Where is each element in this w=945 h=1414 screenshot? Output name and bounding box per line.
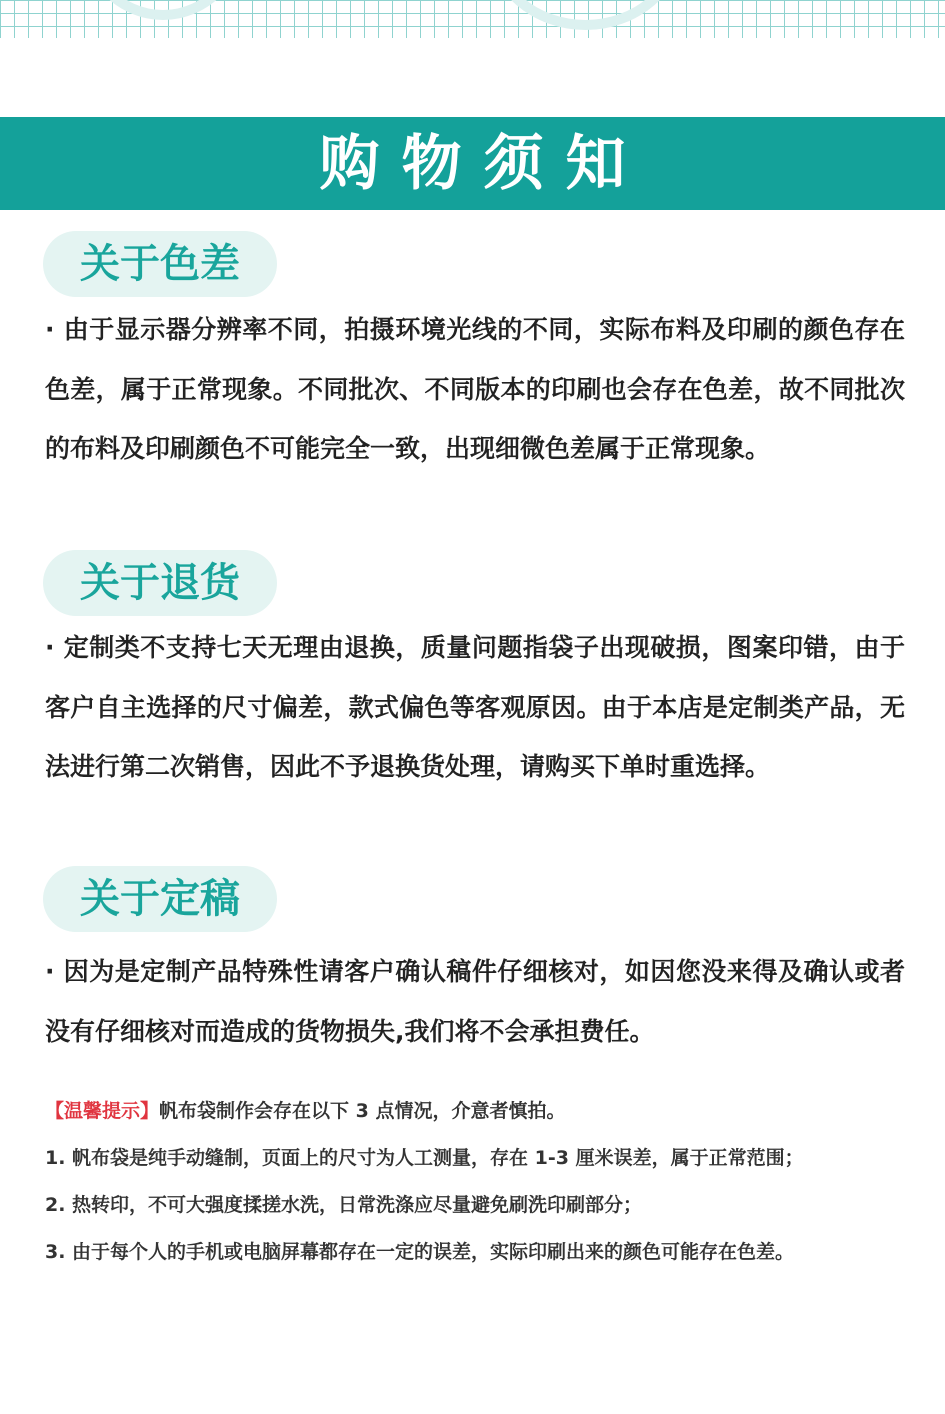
tips-tag: 【温馨提示】 xyxy=(45,1100,160,1122)
section-heading-draft-confirmation xyxy=(43,866,277,932)
warm-tips xyxy=(45,1088,905,1276)
circle-decoration-left xyxy=(78,0,248,20)
section-body-returns: · 定制类不支持七天无理由退换，质量问题指袋子出现破损，图案印错，由于客户自主选择的尺寸偏差，款式偏色等客观原因。由于本店是定制类产品，无法进行第二次销售，因此不予退换货处理，请购买下单时重选择。 xyxy=(45,633,905,781)
section-heading-color-difference xyxy=(43,231,277,297)
section-body-draft-confirmation: · 因为是定制产品特殊性请客户确认稿件仔细核对，如因您没来得及确认或者没有仔细核对而造成的货物损失,我们将不会承担费任。 xyxy=(45,957,905,1046)
circle-decoration-right xyxy=(488,0,683,30)
tip-item: 3. 由于每个人的手机或电脑屏幕都存在一定的误差，实际印刷出来的颜色可能存在色差。 xyxy=(45,1241,795,1263)
section-heading-returns xyxy=(43,550,277,616)
section-heading-label: 关于定稿 xyxy=(80,876,240,922)
tip-item: 2. 热转印，不可大强度揉搓水洗，日常洗涤应尽量避免刷洗印刷部分； xyxy=(45,1194,643,1216)
title-banner xyxy=(0,117,945,210)
tips-intro-text: 帆布袋制作会存在以下 3 点情况，介意者慎拍。 xyxy=(159,1100,566,1122)
section-heading-label: 关于退货 xyxy=(80,560,240,606)
section-heading-label: 关于色差 xyxy=(80,241,240,287)
grid-decoration xyxy=(0,0,945,38)
page-title: 购物须知 xyxy=(319,128,648,199)
tip-item: 1. 帆布袋是纯手动缝制，页面上的尺寸为人工测量，存在 1-3 厘米误差，属于正常范围； xyxy=(45,1147,804,1169)
tips-intro xyxy=(45,1088,905,1135)
section-body-color-difference: · 由于显示器分辨率不同，拍摄环境光线的不同，实际布料及印刷的颜色存在色差，属于正常现象。不同批次、不同版本的印刷也会存在色差，故不同批次的布料及印刷颜色不可能完全一致，出现细微色差属于正常现象。 xyxy=(45,315,905,463)
